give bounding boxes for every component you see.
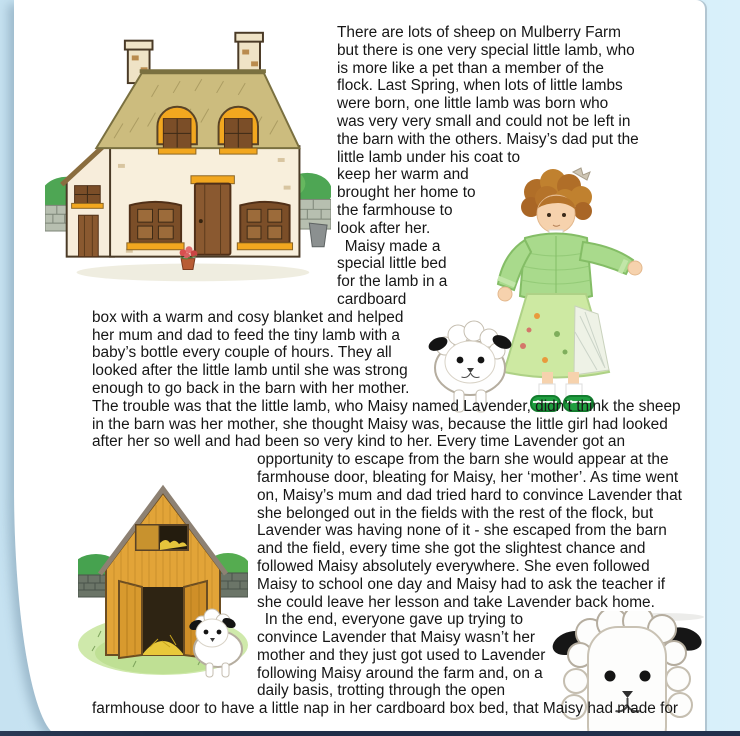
story-paragraph-3a: The trouble was that the little lamb, who Maisy named Lavender, didn’t think the sheep in the barn was her mother, she thought Maisy was, because the little girl had looked after her so well and had been so very kind to her. Every time Lavender got an bbox=[92, 397, 681, 451]
story-paragraph-3b: opportunity to escape from the barn she would appear at the farmhouse door, bleating for Maisy, her ‘mother’. As time went on, Maisy’s mum and dad tried hard to convince Lavender that she belonged out in the fields with the rest of the flock, but Lavender was having none of it - she escaped from the barn and the field, every time she got the slightest chance and followed Maisy absolutely everywhere. She even followed Maisy to school one day and Maisy had to ask the teacher if she could leave her lesson and take Lavender back home. bbox=[257, 451, 682, 611]
story-paragraph-4: In the end, everyone gave up trying to convince Lavender that Maisy wasn’t her mother and they just got used to Lavender following Maisy around the farm and, on a daily basis, trotting through the open farmhouse door to have a little nap in her cardboard box bed, that Maisy had made for bbox=[92, 611, 679, 718]
text-wrap-spacer bbox=[639, 24, 705, 172]
cottage-image bbox=[45, 26, 331, 294]
story-paragraph-1a: There are lots of sheep on Mulberry Farm but there is one very special little lamb, who is more like a pet than a member of the flock. Last Spring, when lots of little lambs were born, one little lamb was born who was very very small and could not be left in the barn with the others. Maisy’s dad put the little lamb under his coat to bbox=[337, 24, 639, 166]
bottom-bar bbox=[0, 731, 740, 736]
barn-illustration bbox=[78, 451, 248, 683]
book-page[interactable] bbox=[14, 0, 705, 736]
story-paragraph-2: Maisy made a special little bed for the lamb in a cardboard box with a warm and cosy blanket and helped her mum and dad to feed the tiny lamb with a baby’s bottle every couple of hours. They all looked after the little lamb until she was strong enough to go back in the barn with her mother. bbox=[92, 237, 448, 397]
barn-image bbox=[78, 477, 248, 682]
doll-image bbox=[425, 166, 655, 416]
bottom-lamb-image bbox=[548, 611, 705, 736]
cottage-illustration bbox=[45, 26, 331, 296]
story-paragraph-1b: keep her warm and brought her home to the farmhouse to look after her. bbox=[337, 166, 476, 237]
bottom-lamb-illustration bbox=[548, 611, 705, 691]
story-text bbox=[14, 0, 705, 718]
